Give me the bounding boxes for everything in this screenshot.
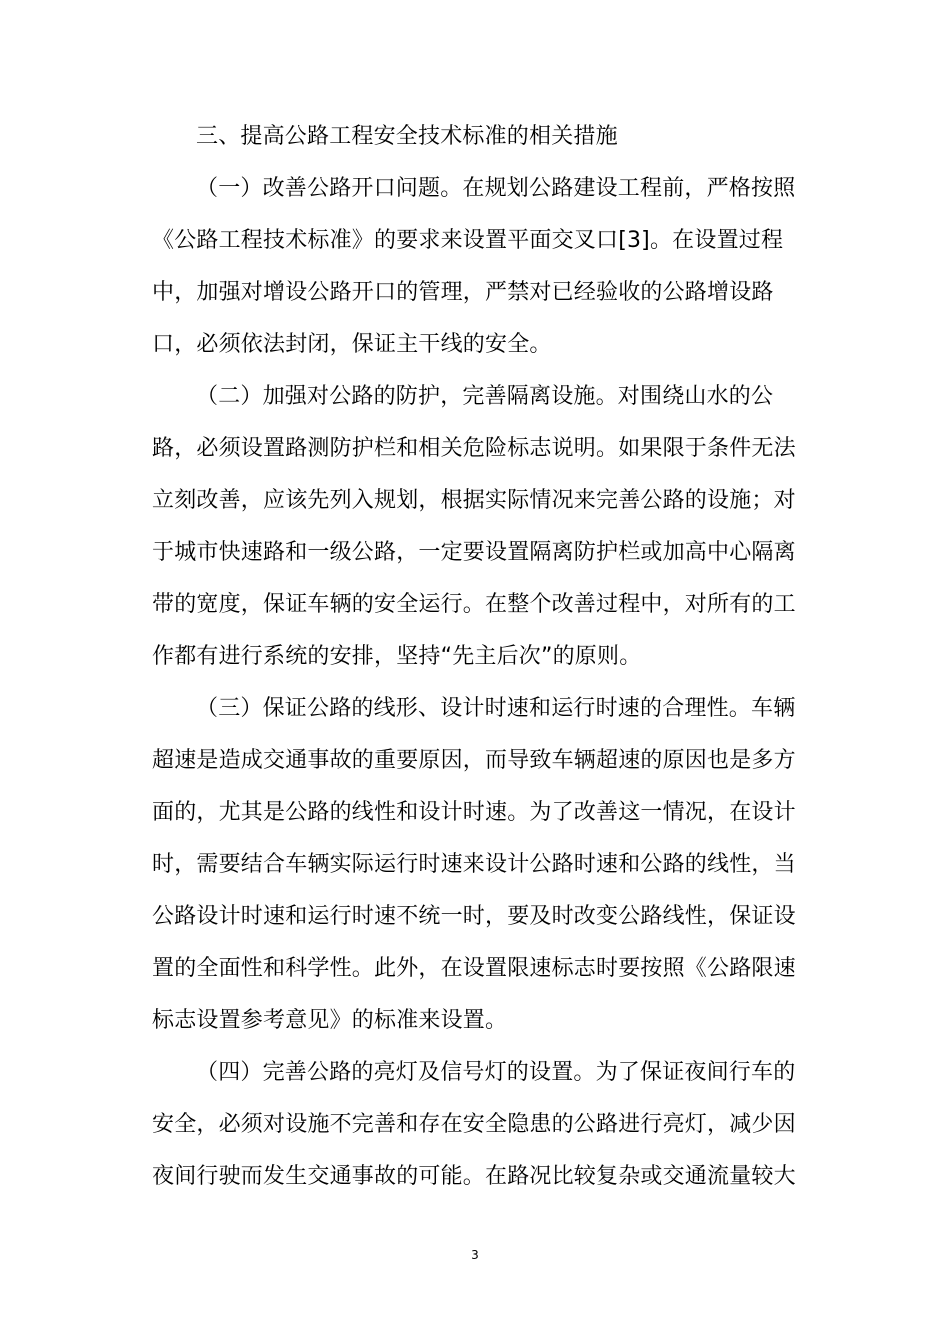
paragraph-line: 中，加强对增设公路开口的管理，严禁对已经验收的公路增设路	[152, 280, 774, 305]
paragraph-line: 立刻改善，应该先列入规划，根据实际情况来完善公路的设施；对	[152, 488, 796, 513]
paragraph-line: 于城市快速路和一级公路，一定要设置隔离防护栏或加高中心隔离	[152, 540, 796, 565]
paragraph-line: （一）改善公路开口问题。在规划公路建设工程前，严格按照	[196, 176, 796, 201]
paragraph-line: （四）完善公路的亮灯及信号灯的设置。为了保证夜间行车的	[196, 1060, 796, 1085]
paragraph-line: 超速是造成交通事故的重要原因，而导致车辆超速的原因也是多方	[152, 748, 796, 773]
paragraph-line: 路，必须设置路测防护栏和相关危险标志说明。如果限于条件无法	[152, 436, 796, 461]
section-heading: 三、提高公路工程安全技术标准的相关措施	[196, 124, 618, 149]
paragraph-line: （二）加强对公路的防护，完善隔离设施。对围绕山水的公	[196, 384, 774, 409]
paragraph-line: 置的全面性和科学性。此外，在设置限速标志时要按照《公路限速	[152, 956, 796, 981]
paragraph-line: 夜间行驶而发生交通事故的可能。在路况比较复杂或交通流量较大	[152, 1164, 796, 1189]
page-number: 3	[471, 1248, 479, 1262]
paragraph-line: 安全，必须对设施不完善和存在安全隐患的公路进行亮灯，减少因	[152, 1112, 796, 1137]
paragraph-line: （三）保证公路的线形、设计时速和运行时速的合理性。车辆	[196, 696, 796, 721]
paragraph-line: 面的，尤其是公路的线性和设计时速。为了改善这一情况，在设计	[152, 800, 796, 825]
paragraph-line: 作都有进行系统的安排，坚持“先主后次”的原则。	[152, 644, 642, 669]
paragraph-line: 带的宽度，保证车辆的安全运行。在整个改善过程中，对所有的工	[152, 592, 796, 617]
paragraph-line: 时，需要结合车辆实际运行时速来设计公路时速和公路的线性，当	[152, 852, 796, 877]
paragraph-line: 《公路工程技术标准》的要求来设置平面交叉口[3]。在设置过程	[152, 228, 784, 253]
paragraph-line: 口，必须依法封闭，保证主干线的安全。	[152, 332, 552, 357]
paragraph-line: 公路设计时速和运行时速不统一时，要及时改变公路线性，保证设	[152, 904, 796, 929]
paragraph-line: 标志设置参考意见》的标准来设置。	[152, 1008, 508, 1033]
